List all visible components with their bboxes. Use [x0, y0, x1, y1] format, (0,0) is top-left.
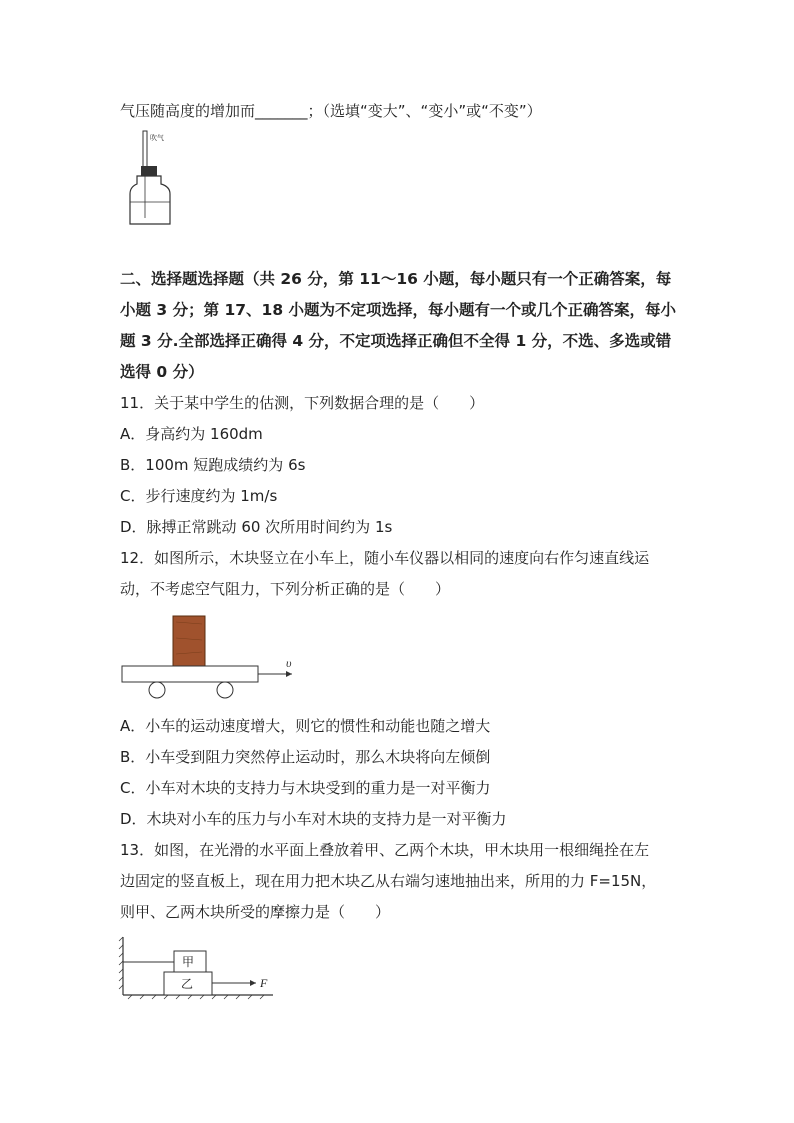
q12-option-a: A．小车的运动速度增大，则它的惯性和动能也随之增大	[120, 717, 491, 735]
section-heading-line-4: 选得 0 分）	[120, 363, 204, 381]
cart-body	[122, 666, 258, 682]
q11-option-d: D．脉搏正常跳动 60 次所用时间约为 1s	[120, 518, 393, 536]
intro-line: 气压随高度的增加而_______；（选填“变大”、“变小”或“不变”）	[120, 102, 542, 120]
q12-stem-line-1: 12．如图所示，木块竖立在小车上，随小车仪器以相同的速度向右作匀速直线运	[120, 549, 650, 567]
cart-wheel-right	[217, 682, 233, 698]
section-heading-line-2: 小题 3 分；第 17、18 小题为不定项选择，每小题有一个或几个正确答案，每小	[120, 301, 677, 319]
q12-stem-line-2: 动，不考虑空气阻力，下列分析正确的是（ ）	[120, 580, 451, 598]
blocks-figure	[118, 935, 278, 1001]
q11-option-a: A．身高约为 160dm	[120, 425, 263, 443]
section-heading-line-1: 二、选择题选择题（共 26 分，第 11～16 小题，每小题只有一个正确答案，每	[120, 270, 672, 288]
blow-label: 吹气	[150, 135, 164, 142]
velocity-label: υ	[286, 656, 292, 670]
q13-stem-line-2: 边固定的竖直板上，现在用力把木块乙从右端匀速地抽出来，所用的力 F=15N，	[120, 872, 657, 890]
cart-wheel-left	[149, 682, 165, 698]
cart-figure	[120, 612, 300, 704]
q12-option-d: D．木块对小车的压力与小车对木块的支持力是一对平衡力	[120, 810, 507, 828]
q11-option-c: C．步行速度约为 1m/s	[120, 487, 278, 505]
block-yi-label: 乙	[181, 977, 194, 991]
q12-option-c: C．小车对木块的支持力与木块受到的重力是一对平衡力	[120, 779, 491, 797]
wood-block	[173, 616, 205, 666]
q11-option-b: B．100m 短跑成绩约为 6s	[120, 456, 306, 474]
force-label: F	[260, 976, 268, 990]
q12-option-b: B．小车受到阻力突然停止运动时，那么木块将向左倾倒	[120, 748, 491, 766]
q13-stem-line-1: 13．如图，在光滑的水平面上叠放着甲、乙两个木块，甲木块用一根细绳拴在左	[120, 841, 650, 859]
q11-stem: 11．关于某中学生的估测，下列数据合理的是（ ）	[120, 394, 485, 412]
section-heading-line-3: 题 3 分.全部选择正确得 4 分，不定项选择正确但不全得 1 分，不选、多选或错	[120, 332, 672, 350]
block-jia-label: 甲	[182, 955, 195, 969]
bottle-figure	[120, 128, 190, 230]
q13-stem-line-3: 则甲、乙两木块所受的摩擦力是（ ）	[120, 903, 391, 921]
